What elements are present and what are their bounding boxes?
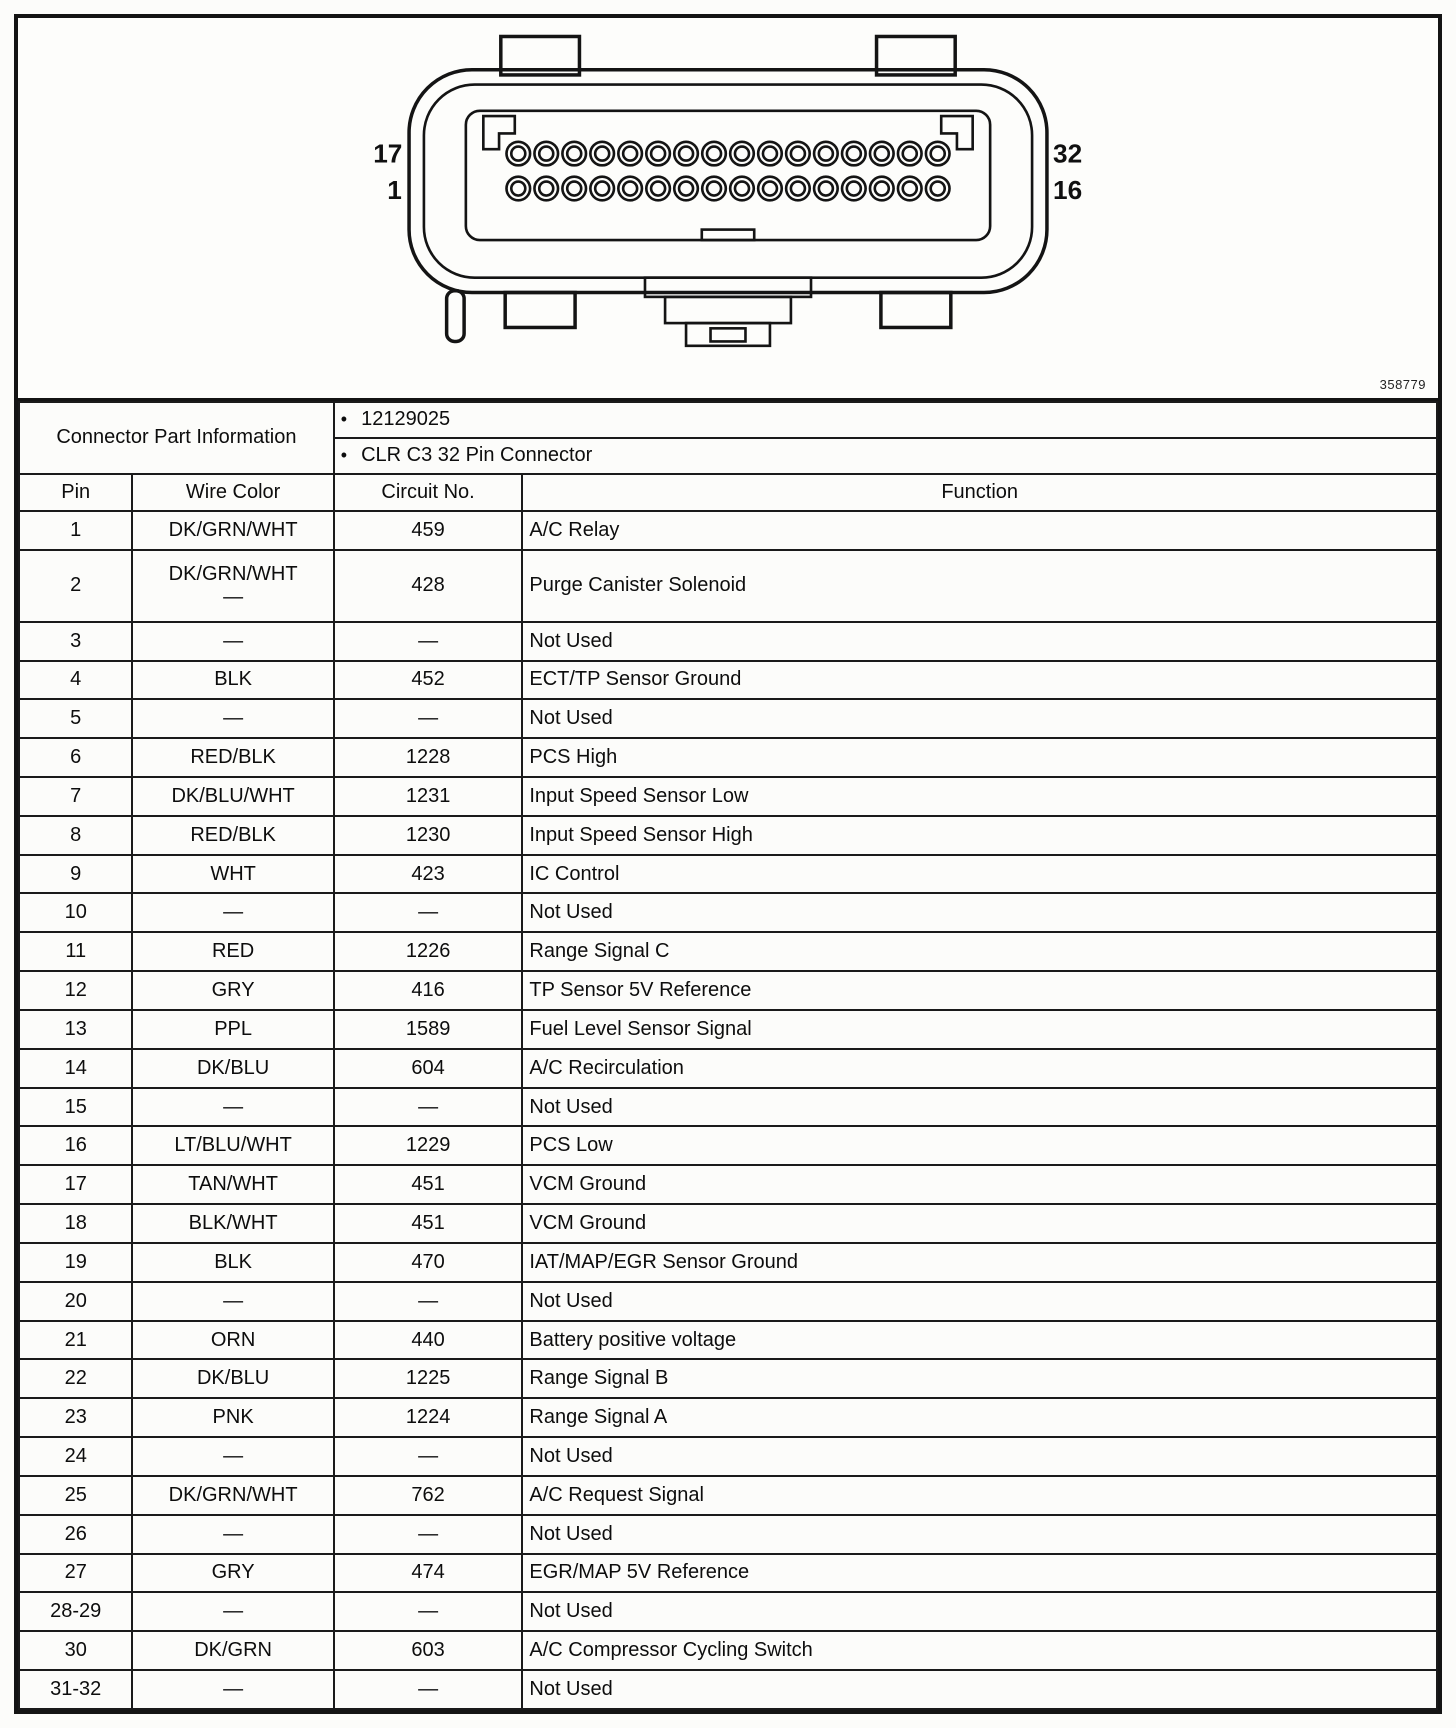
pin-cavity (567, 182, 581, 196)
pin-cavity (875, 182, 889, 196)
pin-cell: 8 (19, 816, 132, 855)
table-row (19, 1088, 1437, 1127)
wire-color-cell: DK/GRN (132, 1631, 333, 1670)
connector-drawing (343, 26, 1113, 393)
circuit-cell: 470 (334, 1243, 523, 1282)
circuit-cell: 1225 (334, 1359, 523, 1398)
bottom-tab-right (881, 293, 951, 328)
pin-cell: 11 (19, 932, 132, 971)
wire-color-cell: — (132, 1515, 333, 1554)
wire-color-cell: — (132, 1437, 333, 1476)
table-row (19, 1437, 1437, 1476)
function-cell: A/C Compressor Cycling Switch (522, 1631, 1437, 1670)
table-row (19, 550, 1437, 622)
center-latch-window (711, 328, 746, 341)
table-row (19, 1592, 1437, 1631)
pin-label-bottom-right: 16 (1053, 175, 1083, 206)
function-cell: Input Speed Sensor Low (522, 777, 1437, 816)
pin-cavity (511, 182, 525, 196)
circuit-cell: 762 (334, 1476, 523, 1515)
table-row (19, 1049, 1437, 1088)
circuit-cell: 604 (334, 1049, 523, 1088)
pin-cell: 26 (19, 1515, 132, 1554)
pin-cavity (623, 182, 637, 196)
wire-color-cell: — (132, 893, 333, 932)
circuit-cell: 459 (334, 511, 523, 550)
pin-cavity (735, 182, 749, 196)
left-latch (447, 291, 464, 342)
pin-cell: 4 (19, 661, 132, 700)
pin-cavity (679, 147, 693, 161)
wire-color-cell: — (132, 1282, 333, 1321)
function-cell: Not Used (522, 1670, 1437, 1709)
wire-color-cell: WHT (132, 855, 333, 894)
center-latch-mid (665, 297, 791, 323)
pin-cell: 3 (19, 622, 132, 661)
circuit-cell: 603 (334, 1631, 523, 1670)
wire-color-cell: — (132, 699, 333, 738)
pin-cell: 13 (19, 1010, 132, 1049)
function-cell: Range Signal A (522, 1398, 1437, 1437)
pin-cell: 14 (19, 1049, 132, 1088)
pin-cell: 18 (19, 1204, 132, 1243)
table-row (19, 1204, 1437, 1243)
pin-cavity (847, 182, 861, 196)
circuit-cell: — (334, 893, 523, 932)
pin-cell: 10 (19, 893, 132, 932)
table-row (19, 738, 1437, 777)
pin-cell: 9 (19, 855, 132, 894)
pinout-table-wrap (18, 401, 1438, 1710)
table-row (19, 1010, 1437, 1049)
connector-figure (18, 18, 1438, 401)
pin-cavity (623, 147, 637, 161)
function-cell: IC Control (522, 855, 1437, 894)
pin-cell: 17 (19, 1165, 132, 1204)
circuit-cell: — (334, 1437, 523, 1476)
table-row (19, 1476, 1437, 1515)
pin-cell: 12 (19, 971, 132, 1010)
table-row (19, 1515, 1437, 1554)
pin-cavity (931, 147, 945, 161)
function-cell: Not Used (522, 1515, 1437, 1554)
circuit-cell: 451 (334, 1165, 523, 1204)
function-cell: PCS High (522, 738, 1437, 777)
figure-number: 358779 (1379, 377, 1426, 392)
table-row (19, 971, 1437, 1010)
pin-cavity (651, 147, 665, 161)
table-row (19, 1282, 1437, 1321)
connector-info-row-1 (19, 402, 1437, 438)
pin-cell: 2 (19, 550, 132, 622)
table-row (19, 777, 1437, 816)
pin-cavity (679, 182, 693, 196)
pin-cavity (791, 147, 805, 161)
function-cell: Not Used (522, 893, 1437, 932)
connector-part-number: • 12129025 (334, 402, 1437, 438)
function-cell: A/C Relay (522, 511, 1437, 550)
wire-color-cell: TAN/WHT (132, 1165, 333, 1204)
pin-cavity (651, 182, 665, 196)
wire-color-cell: PPL (132, 1010, 333, 1049)
wire-color-cell: DK/BLU (132, 1049, 333, 1088)
pin-cavity (903, 182, 917, 196)
circuit-cell: 1231 (334, 777, 523, 816)
pin-label-top-left: 17 (373, 138, 403, 169)
table-row (19, 932, 1437, 971)
function-cell: Not Used (522, 1282, 1437, 1321)
circuit-cell: 440 (334, 1321, 523, 1360)
wire-color-cell: RED/BLK (132, 738, 333, 777)
circuit-cell: 1589 (334, 1010, 523, 1049)
wire-color-cell: DK/BLU/WHT (132, 777, 333, 816)
connector-face (466, 111, 990, 240)
table-row (19, 511, 1437, 550)
table-row (19, 622, 1437, 661)
circuit-cell: 1226 (334, 932, 523, 971)
pin-array (506, 142, 949, 201)
connector-shell-outer (409, 70, 1047, 293)
pin-cell: 19 (19, 1243, 132, 1282)
col-header-wire-color: Wire Color (132, 474, 333, 512)
table-row (19, 893, 1437, 932)
pin-cavity (875, 147, 889, 161)
function-cell: VCM Ground (522, 1165, 1437, 1204)
table-row (19, 699, 1437, 738)
circuit-cell: 423 (334, 855, 523, 894)
wire-color-cell: DK/GRN/WHT (132, 1476, 333, 1515)
table-row (19, 661, 1437, 700)
pin-cell: 24 (19, 1437, 132, 1476)
function-cell: Range Signal B (522, 1359, 1437, 1398)
wire-color-cell: ORN (132, 1321, 333, 1360)
function-cell: Purge Canister Solenoid (522, 550, 1437, 622)
wire-color-cell: GRY (132, 1554, 333, 1593)
pin-cavity (763, 147, 777, 161)
wire-color-cell: LT/BLU/WHT (132, 1126, 333, 1165)
pin-cell: 16 (19, 1126, 132, 1165)
circuit-cell: — (334, 622, 523, 661)
bottom-tab-left (505, 293, 575, 328)
pin-cavity (707, 147, 721, 161)
pin-cell: 5 (19, 699, 132, 738)
pin-cavity (595, 182, 609, 196)
table-row (19, 1631, 1437, 1670)
circuit-cell: 451 (334, 1204, 523, 1243)
wire-color-cell: DK/GRN/WHT (132, 511, 333, 550)
function-cell: A/C Recirculation (522, 1049, 1437, 1088)
function-cell: VCM Ground (522, 1204, 1437, 1243)
circuit-cell: 1224 (334, 1398, 523, 1437)
pin-cavity (595, 147, 609, 161)
wire-color-cell: BLK/WHT (132, 1204, 333, 1243)
function-cell: Not Used (522, 699, 1437, 738)
pin-cell: 31-32 (19, 1670, 132, 1709)
function-cell: EGR/MAP 5V Reference (522, 1554, 1437, 1593)
pin-cavity (903, 147, 917, 161)
pin-cavity (539, 147, 553, 161)
face-bottom-tab (702, 230, 754, 240)
circuit-cell: 428 (334, 550, 523, 622)
pin-cavity (819, 182, 833, 196)
circuit-cell: — (334, 699, 523, 738)
pin-cavity (707, 182, 721, 196)
function-cell: Not Used (522, 1437, 1437, 1476)
wire-color-second-line: — (223, 585, 244, 608)
function-cell: ECT/TP Sensor Ground (522, 661, 1437, 700)
circuit-cell: 474 (334, 1554, 523, 1593)
pin-cavity (819, 147, 833, 161)
circuit-cell: 1230 (334, 816, 523, 855)
pin-cell: 22 (19, 1359, 132, 1398)
wire-color-cell: DK/BLU (132, 1359, 333, 1398)
pin-label-top-right: 32 (1053, 138, 1083, 169)
circuit-cell: — (334, 1515, 523, 1554)
pinout-table-body (19, 402, 1437, 1709)
wire-color-cell: BLK (132, 661, 333, 700)
function-cell: Not Used (522, 622, 1437, 661)
function-cell: TP Sensor 5V Reference (522, 971, 1437, 1010)
wire-color-cell: — (132, 622, 333, 661)
col-header-pin: Pin (19, 474, 132, 512)
pin-cavity (567, 147, 581, 161)
pin-cell: 20 (19, 1282, 132, 1321)
table-row (19, 1670, 1437, 1709)
circuit-cell: 452 (334, 661, 523, 700)
function-cell: Range Signal C (522, 932, 1437, 971)
wire-color-cell: DK/GRN/WHT — (132, 550, 333, 622)
column-header-row (19, 474, 1437, 512)
connector-description: • CLR C3 32 Pin Connector (334, 438, 1437, 474)
function-cell: Not Used (522, 1088, 1437, 1127)
pin-cell: 30 (19, 1631, 132, 1670)
table-row (19, 816, 1437, 855)
table-row (19, 1165, 1437, 1204)
pin-cell: 15 (19, 1088, 132, 1127)
circuit-cell: — (334, 1088, 523, 1127)
pin-cell: 25 (19, 1476, 132, 1515)
connector-info-title: Connector Part Information (19, 402, 334, 474)
function-cell: Battery positive voltage (522, 1321, 1437, 1360)
circuit-cell: — (334, 1282, 523, 1321)
table-row (19, 1554, 1437, 1593)
page-frame (14, 14, 1442, 1714)
circuit-cell: — (334, 1592, 523, 1631)
pin-cavity (735, 147, 749, 161)
pin-cavity (539, 182, 553, 196)
function-cell: A/C Request Signal (522, 1476, 1437, 1515)
pin-cell: 28-29 (19, 1592, 132, 1631)
table-row (19, 855, 1437, 894)
wire-color-cell: — (132, 1670, 333, 1709)
pin-cavity (511, 147, 525, 161)
wire-color-cell: PNK (132, 1398, 333, 1437)
wire-color-cell: GRY (132, 971, 333, 1010)
table-row (19, 1398, 1437, 1437)
pin-cavity (763, 182, 777, 196)
wire-color-cell: RED/BLK (132, 816, 333, 855)
circuit-cell: 416 (334, 971, 523, 1010)
circuit-cell: 1229 (334, 1126, 523, 1165)
pin-label-bottom-left: 1 (387, 175, 402, 206)
wire-color-cell: — (132, 1592, 333, 1631)
pin-cell: 7 (19, 777, 132, 816)
table-row (19, 1321, 1437, 1360)
pin-cell: 6 (19, 738, 132, 777)
function-cell: Fuel Level Sensor Signal (522, 1010, 1437, 1049)
wire-color-cell: RED (132, 932, 333, 971)
wire-color-cell: — (132, 1088, 333, 1127)
circuit-cell: — (334, 1670, 523, 1709)
wire-color-cell: BLK (132, 1243, 333, 1282)
pin-cavity (791, 182, 805, 196)
pin-cavity (931, 182, 945, 196)
pin-cavity (847, 147, 861, 161)
table-row (19, 1359, 1437, 1398)
function-cell: Not Used (522, 1592, 1437, 1631)
table-row (19, 1126, 1437, 1165)
pinout-table (18, 401, 1438, 1710)
pin-cell: 21 (19, 1321, 132, 1360)
pin-cell: 1 (19, 511, 132, 550)
function-cell: IAT/MAP/EGR Sensor Ground (522, 1243, 1437, 1282)
col-header-circuit: Circuit No. (334, 474, 523, 512)
function-cell: Input Speed Sensor High (522, 816, 1437, 855)
pin-cell: 27 (19, 1554, 132, 1593)
circuit-cell: 1228 (334, 738, 523, 777)
col-header-function: Function (522, 474, 1437, 512)
function-cell: PCS Low (522, 1126, 1437, 1165)
pin-cell: 23 (19, 1398, 132, 1437)
table-row (19, 1243, 1437, 1282)
